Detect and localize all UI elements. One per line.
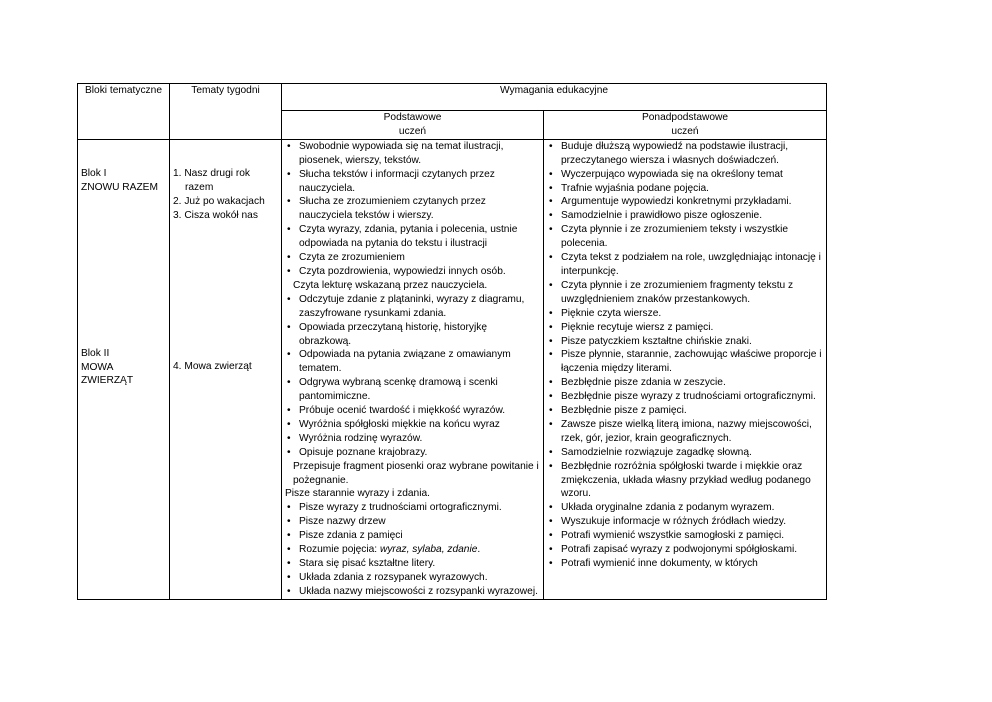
block-2-title-2: ZWIERZĄT [81, 375, 134, 387]
advanced-item: • Zawsze pisze wielką literą imiona, nazwy miejscowości, rzek, gór, jezior, krain geograficznych. [547, 418, 823, 446]
header-row [78, 84, 827, 111]
advanced-item: • Potrafi wymienić inne dokumenty, w których [547, 557, 823, 571]
basic-item: • Układa zdania z rozsypanek wyrazowych. [285, 571, 540, 585]
basic-plain-text: Czyta lekturę wskazaną przez nauczyciela. [293, 279, 488, 291]
basic-list-2 [285, 293, 540, 460]
advanced-item: • Czyta płynnie i ze zrozumieniem teksty i wszystkie polecenia. [547, 223, 823, 251]
basic-item-understands: • Rozumie pojęcia: wyraz, sylaba, zdanie. [285, 543, 540, 557]
basic-item: • Wyróżnia spółgłoski miękkie na końcu wyraz [285, 418, 540, 432]
basic-item: • Układa nazwy miejscowości z rozsypanki wyrazowej. [285, 585, 540, 599]
content-row [78, 139, 827, 599]
advanced-requirements-cell [544, 139, 827, 599]
advanced-item: • Wyszukuje informacje w różnych źródłach wiedzy. [547, 515, 823, 529]
advanced-item: • Buduje dłuższą wypowiedź na podstawie ilustracji, przeczytanego wiersza i własnych doświadczeń. [547, 140, 823, 168]
basic-item: • Odpowiada na pytania związane z omawianym tematem. [285, 348, 540, 376]
basic-item: • Opisuje poznane krajobrazy. [285, 446, 540, 460]
header-requirements: Wymagania edukacyjne [282, 84, 827, 111]
basic-plain-text: Przepisuje fragment piosenki oraz wybrane powitanie i pożegnanie. [293, 460, 539, 486]
basic-requirements-cell [282, 139, 544, 599]
header-topics: Tematy tygodni [170, 84, 282, 140]
basic-item: • Wyróżnia rodzinę wyrazów. [285, 432, 540, 446]
advanced-item: • Czyta płynnie i ze zrozumieniem fragmenty tekstu z uwzględnieniem znaków przestankowych. [547, 279, 823, 307]
header-blocks: Bloki tematyczne [78, 84, 170, 140]
basic-item: • Pisze nazwy drzew [285, 515, 540, 529]
advanced-item: • Potrafi wymienić wszystkie samogłoski z pamięci. [547, 529, 823, 543]
advanced-item: • Potrafi zapisać wyrazy z podwojonymi spółgłoskami. [547, 543, 823, 557]
header-advanced: Ponadpodstawowe uczeń [544, 111, 827, 140]
block-1-label: Blok I [81, 167, 107, 179]
topic-item: 1. Nasz drugi rok razem [173, 167, 251, 193]
topic-item: 4. Mowa zwierząt [173, 361, 252, 373]
advanced-item: • Samodzielnie rozwiązuje zagadkę słowną. [547, 446, 823, 460]
topic-item: 2. Już po wakacjach [173, 195, 265, 207]
basic-item: • Pisze zdania z pamięci [285, 529, 540, 543]
advanced-item: • Pięknie recytuje wiersz z pamięci. [547, 321, 823, 335]
basic-item: • Stara się pisać kształtne litery. [285, 557, 540, 571]
basic-item: • Próbuje ocenić twardość i miękkość wyrazów. [285, 404, 540, 418]
basic-item: • Opowiada przeczytaną historię, historyjkę obrazkową. [285, 321, 540, 349]
basic-item: • Słucha tekstów i informacji czytanych przez nauczyciela. [285, 168, 540, 196]
advanced-item: • Bezbłędnie pisze z pamięci. [547, 404, 823, 418]
basic-item: • Czyta pozdrowienia, wypowiedzi innych osób. [285, 265, 540, 279]
topics-list [173, 167, 278, 223]
blocks-cell [78, 139, 170, 599]
advanced-item: • Pisze płynnie, starannie, zachowując właściwe proporcje i łączenia między literami. [547, 348, 823, 376]
requirements-table [77, 83, 827, 600]
block-2-label: Blok II [81, 347, 110, 359]
advanced-item: • Czyta tekst z podziałem na role, uwzględniając intonację i interpunkcję. [547, 251, 823, 279]
advanced-item: • Trafnie wyjaśnia podane pojęcia. [547, 182, 823, 196]
basic-item: • Pisze wyrazy z trudnościami ortograficznymi. [285, 501, 540, 515]
advanced-item: • Pięknie czyta wiersze. [547, 307, 823, 321]
advanced-item: • Wyczerpująco wypowiada się na określony temat [547, 168, 823, 182]
advanced-item: • Bezbłędnie pisze zdania w zeszycie. [547, 376, 823, 390]
advanced-item: • Samodzielnie i prawidłowo pisze ogłoszenie. [547, 209, 823, 223]
advanced-item: • Układa oryginalne zdania z podanym wyrazem. [547, 501, 823, 515]
basic-list-3 [285, 501, 540, 598]
block-2-title: MOWA [81, 361, 114, 373]
topic-item: 3. Cisza wokół nas [173, 209, 258, 221]
advanced-item: • Argumentuje wypowiedzi konkretnymi przykładami. [547, 195, 823, 209]
topics-cell [170, 139, 282, 599]
italic-terms: wyraz, sylaba, zdanie [379, 544, 478, 556]
header-basic: Podstawowe uczeń [282, 111, 544, 140]
advanced-item: • Pisze patyczkiem kształtne chińskie znaki. [547, 335, 823, 349]
basic-list-1 [285, 140, 540, 279]
basic-item: • Czyta wyrazy, zdania, pytania i polecenia, ustnie odpowiada na pytania do tekstu i ilustracji [285, 223, 540, 251]
basic-item: • Odgrywa wybraną scenkę dramową i scenki pantomimiczne. [285, 376, 540, 404]
basic-item: • Swobodnie wypowiada się na temat ilustracji, piosenek, wierszy, tekstów. [285, 140, 540, 168]
advanced-list [547, 140, 823, 571]
advanced-item: • Bezbłędnie rozróżnia spółgłoski twarde i miękkie oraz zmiękczenia, układa własny przykład według podanego wzoru. [547, 460, 823, 502]
advanced-item: • Bezbłędnie pisze wyrazy z trudnościami ortograficznymi. [547, 390, 823, 404]
basic-item: • Odczytuje zdanie z plątaninki, wyrazy z diagramu, zaszyfrowane rysunkami zdania. [285, 293, 540, 321]
basic-plain-text: Pisze starannie wyrazy i zdania. [285, 488, 430, 500]
basic-item: • Słucha ze zrozumieniem czytanych przez nauczyciela tekstów i wierszy. [285, 195, 540, 223]
basic-item: • Czyta ze zrozumieniem [285, 251, 540, 265]
block-1-title: ZNOWU RAZEM [81, 181, 158, 193]
